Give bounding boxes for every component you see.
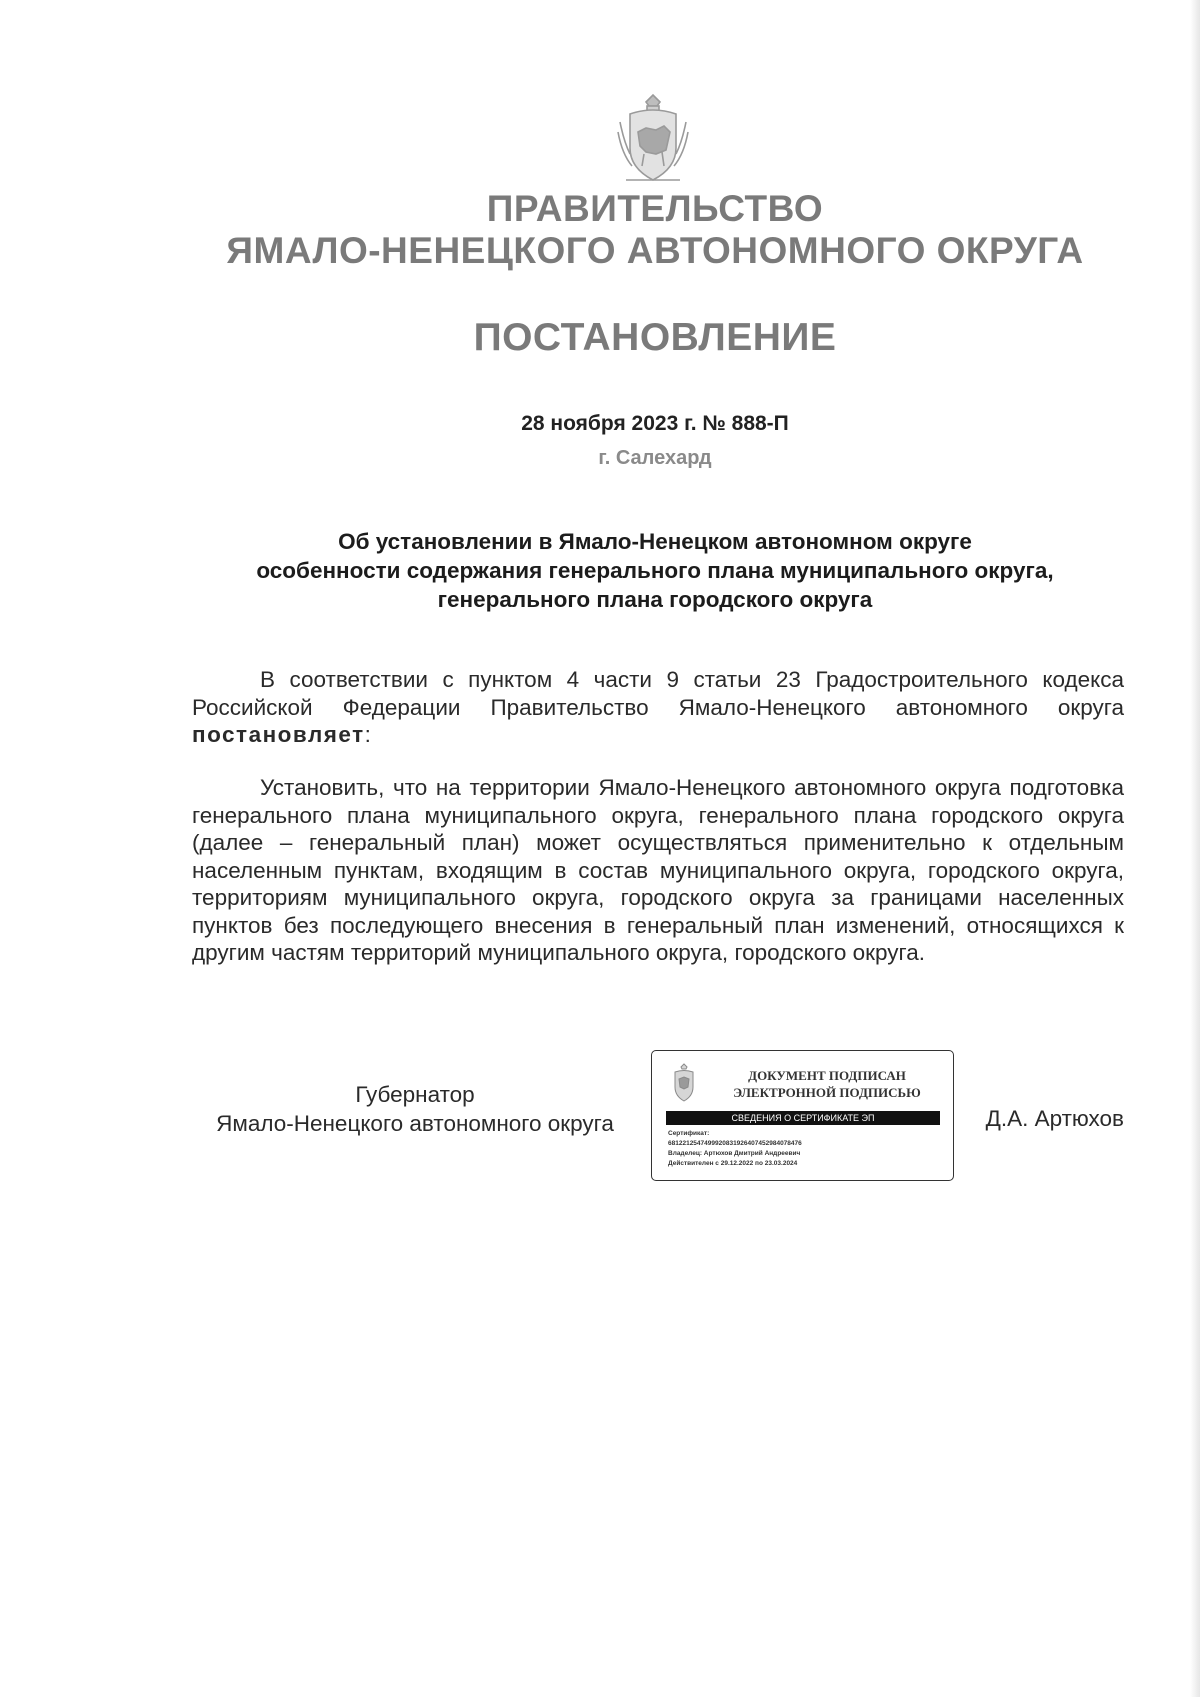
document-title [190, 527, 1120, 614]
document-type: ПОСТАНОВЛЕНИЕ [473, 316, 837, 359]
coat-of-arms-icon [616, 92, 690, 188]
e-signature-stamp [651, 1050, 954, 1181]
title-line3: генерального плана городского округа [437, 587, 873, 612]
stamp-title [704, 1067, 950, 1101]
stamp-validity: Действителен с 29.12.2022 по 23.03.2024 [668, 1160, 798, 1167]
body-paragraph-1 [192, 666, 1124, 749]
title-line2: особенности содержания генерального плана муниципального округа, [256, 558, 1054, 583]
stamp-certificate-bar: СВЕДЕНИЯ О СЕРТИФИКАТЕ ЭП [666, 1111, 940, 1125]
stamp-emblem-icon [670, 1063, 698, 1103]
paragraph1-text: В соответствии с пунктом 4 части 9 статьи 23 Градостроительного кодекса Российской Федерации Правительство Ямало-Ненецкого автономного округа [192, 667, 1124, 720]
paragraph1-end: : [364, 722, 371, 747]
stamp-certificate-label: Сертификат: [668, 1130, 710, 1137]
date-and-number: 28 ноября 2023 г. № 888-П [521, 412, 789, 435]
signatory-role [190, 1080, 640, 1138]
paragraph1-emphasis: постановляет [192, 722, 365, 747]
title-line1: Об установлении в Ямало-Ненецком автономном округе [338, 529, 972, 554]
stamp-title-line2: ЭЛЕКТРОННОЙ ПОДПИСЬЮ [733, 1085, 921, 1100]
stamp-certificate-value: 6812212547499920831926407452984078476 [668, 1140, 802, 1147]
stamp-owner: Владелец: Артюхов Дмитрий Андреевич [668, 1150, 801, 1157]
stamp-title-line1: ДОКУМЕНТ ПОДПИСАН [748, 1068, 906, 1083]
government-title-line2: ЯМАЛО-НЕНЕЦКОГО АВТОНОМНОГО ОКРУГА [226, 230, 1084, 271]
government-title-line1: ПРАВИТЕЛЬСТВО [486, 188, 824, 229]
signatory-name: Д.А. Артюхов [985, 1106, 1124, 1131]
signatory-role-line1: Губернатор [355, 1082, 475, 1107]
city: г. Салехард [598, 447, 712, 469]
body-paragraph-2: Установить, что на территории Ямало-Ненецкого автономного округа подготовка генерального плана муниципального округа, генерального плана городского округа (далее – генеральный план) может осуществляться применительно к отдельным населенным пунктам, входящим в состав муниципального округа, городского округа, территориям муниципального округа, городского округа за границами населенных пунктов без последующего внесения в генеральный план изменений, относящихся к другим частям территорий муниципального округа, городского округа. [192, 775, 1124, 965]
signatory-role-line2: Ямало-Ненецкого автономного округа [216, 1111, 614, 1136]
